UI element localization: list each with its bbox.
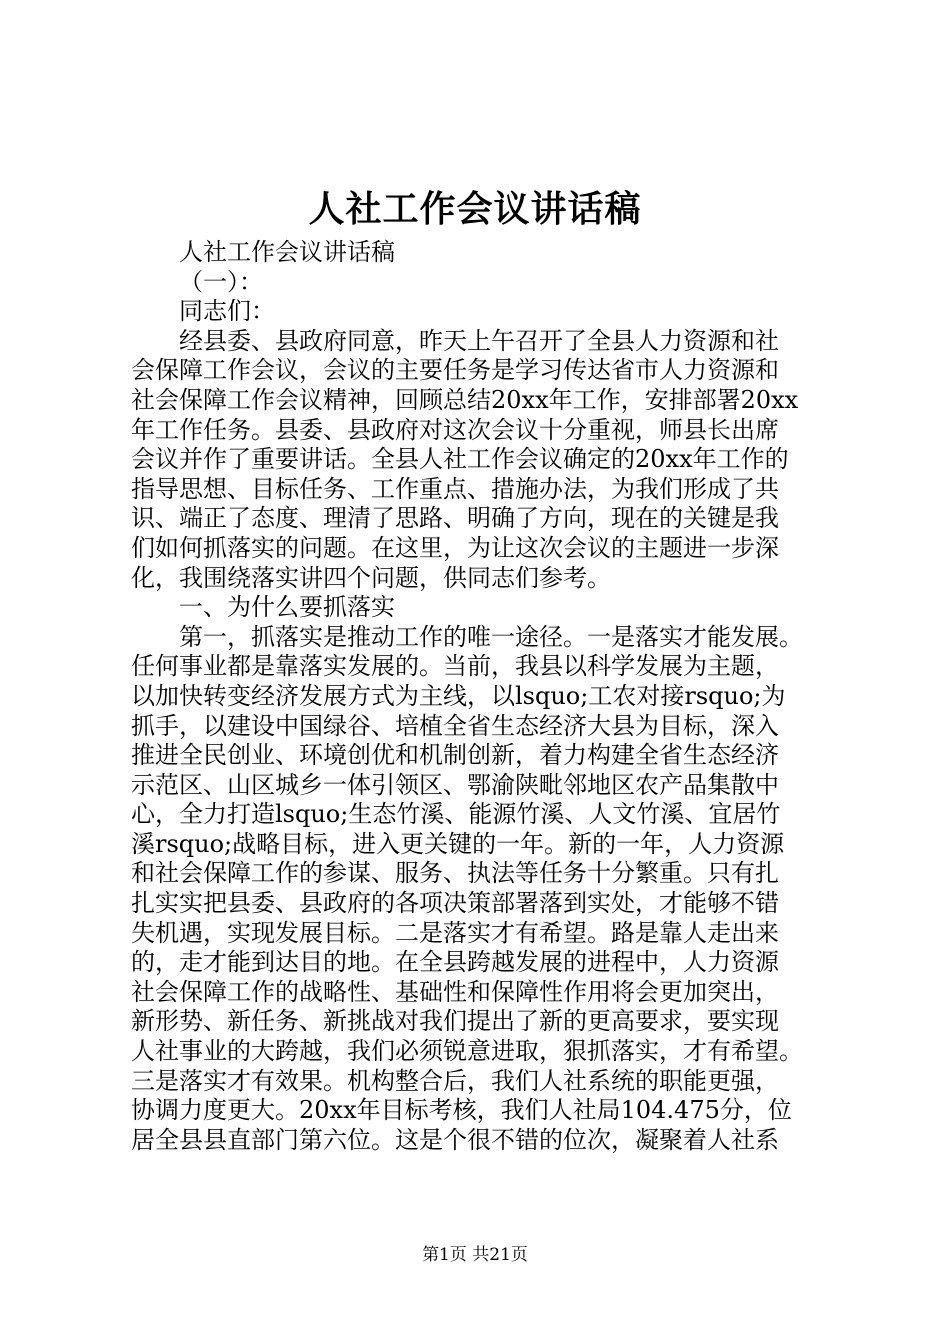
- body-line: 溪rsquo;战略目标，进入更关键的一年。新的一年，人力资源: [131, 829, 785, 858]
- body-line: 同志们：: [179, 297, 275, 326]
- body-line: 化，我围绕落实讲四个问题，供同志们参考。: [131, 563, 611, 592]
- body-line: 居全县县直部门第六位。这是个很不错的位次，凝聚着人社系: [131, 1125, 779, 1154]
- page-footer: 第1页 共21页: [422, 1245, 528, 1265]
- body-line: 一、为什么要抓落实: [179, 593, 395, 622]
- body-line: 三是落实才有效果。机构整合后，我们人社系统的职能更强，: [131, 1066, 779, 1095]
- body-line: 人社事业的大跨越，我们必须锐意进取，狠抓落实，才有希望。: [131, 1037, 803, 1066]
- body-line: 识、端正了态度、理清了思路、明确了方向，现在的关键是我: [131, 504, 779, 533]
- body-line: 年工作任务。县委、县政府对这次会议十分重视，师县长出席: [131, 415, 779, 444]
- body-line: 扎实实把县委、县政府的各项决策部署落到实处，才能够不错: [131, 889, 779, 918]
- body-line: 会议并作了重要讲话。全县人社工作会议确定的20xx年工作的: [131, 445, 789, 474]
- body-line: 协调力度更大。20xx年目标考核，我们人社局104.475分，位: [131, 1096, 792, 1125]
- body-line: 以加快转变经济发展方式为主线，以lsquo;工农对接rsquo;为: [131, 681, 786, 710]
- document-title: 人社工作会议讲话稿: [308, 188, 642, 230]
- body-line: 经县委、县政府同意，昨天上午召开了全县人力资源和社: [179, 326, 779, 355]
- body-line: 社会保障工作的战略性、基础性和保障性作用将会更加突出，: [131, 977, 779, 1006]
- body-line: 任何事业都是靠落实发展的。当前，我县以科学发展为主题，: [131, 652, 779, 681]
- body-line: 第一，抓落实是推动工作的唯一途径。一是落实才能发展。: [179, 622, 803, 651]
- body-line: 社会保障工作会议精神，回顾总结20xx年工作，安排部署20xx: [131, 385, 799, 414]
- document-body: [131, 238, 831, 1155]
- body-line: 会保障工作会议，会议的主要任务是学习传达省市人力资源和: [131, 356, 779, 385]
- body-line: 推进全民创业、环境创优和机制创新，着力构建全省生态经济: [131, 741, 779, 770]
- body-line: 心，全力打造lsquo;生态竹溪、能源竹溪、人文竹溪、宜居竹: [131, 800, 781, 829]
- body-line: 示范区、山区城乡一体引领区、鄂渝陕毗邻地区农产品集散中: [131, 770, 779, 799]
- body-line: 和社会保障工作的参谋、服务、执法等任务十分繁重。只有扎: [131, 859, 779, 888]
- body-line: 们如何抓落实的问题。在这里，为让这次会议的主题进一步深: [131, 533, 779, 562]
- body-line: 抓手，以建设中国绿谷、培植全省生态经济大县为目标，深入: [131, 711, 779, 740]
- body-line: 的，走才能到达目的地。在全县跨越发展的进程中，人力资源: [131, 948, 779, 977]
- body-line: 指导思想、目标任务、工作重点、措施办法，为我们形成了共: [131, 474, 779, 503]
- body-line: 人社工作会议讲话稿: [179, 238, 395, 266]
- body-line: 新形势、新任务、新挑战对我们提出了新的更高要求，要实现: [131, 1007, 779, 1036]
- body-line: 失机遇，实现发展目标。二是落实才有希望。路是靠人走出来: [131, 918, 779, 947]
- body-line: （一）：: [179, 267, 263, 296]
